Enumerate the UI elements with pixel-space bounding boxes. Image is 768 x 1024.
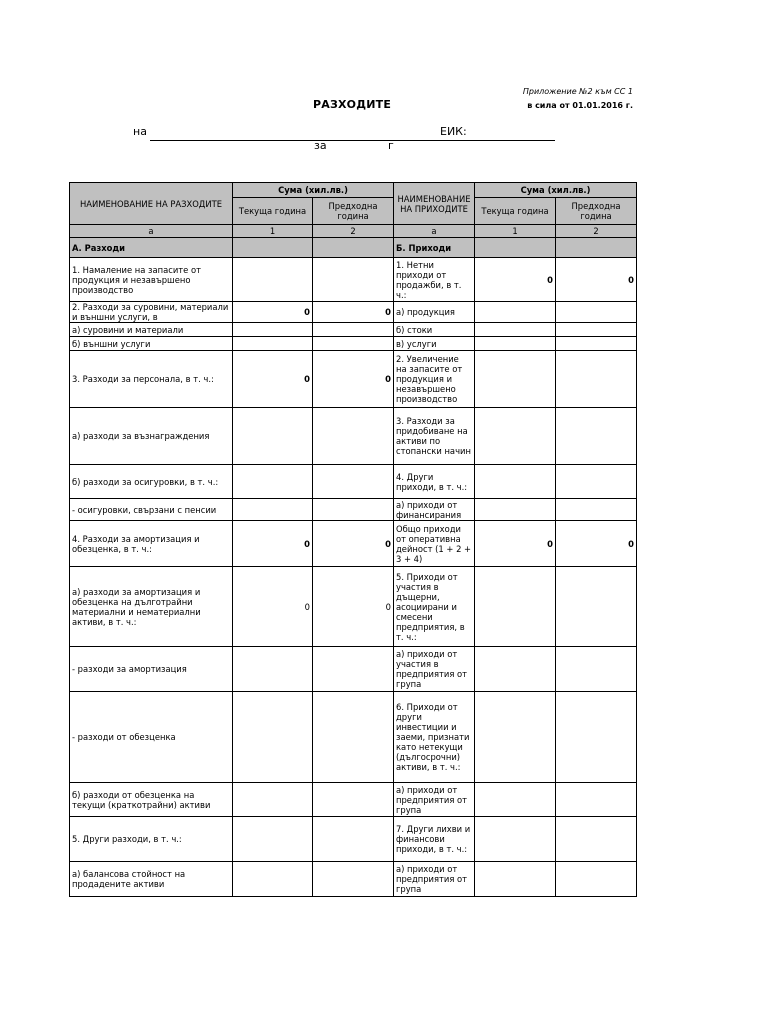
expenses-current-year-header: Текуща година [233, 198, 313, 225]
income-previous-cell[interactable] [556, 337, 637, 351]
income-previous-cell[interactable] [556, 862, 637, 897]
table-row [70, 465, 637, 499]
income-current-cell[interactable]: 0 [475, 258, 556, 302]
expense-current-cell[interactable] [233, 408, 313, 465]
expense-previous-cell[interactable] [313, 647, 394, 692]
expense-name-cell: а) суровини и материали [70, 323, 233, 337]
income-previous-cell[interactable] [556, 351, 637, 408]
eik-line[interactable] [430, 140, 555, 141]
income-name-cell: 3. Разходи за придобиване на активи по стопански начин [394, 408, 475, 465]
expense-name-cell: б) външни услуги [70, 337, 233, 351]
annex-note: Приложение №2 към СС 1 [522, 87, 633, 96]
expense-current-cell[interactable]: 0 [233, 302, 313, 323]
income-previous-cell[interactable] [556, 783, 637, 817]
column-index: 1 [475, 225, 556, 238]
income-current-cell[interactable] [475, 817, 556, 862]
expense-name-cell: 3. Разходи за персонала, в т. ч.: [70, 351, 233, 408]
document-title: РАЗХОДИТЕ [313, 98, 392, 111]
column-index: 2 [556, 225, 637, 238]
expense-previous-cell[interactable] [313, 499, 394, 521]
company-label: на [133, 125, 147, 138]
expense-name-cell: б) разходи за осигуровки, в т. ч.: [70, 465, 233, 499]
expense-previous-cell[interactable] [313, 692, 394, 783]
income-name-cell: 6. Приходи от други инвестиции и заеми, признати като нетекущи (дългосрочни) активи, в т. ч.: [394, 692, 475, 783]
income-previous-cell[interactable] [556, 692, 637, 783]
expense-current-cell[interactable] [233, 647, 313, 692]
expense-previous-cell[interactable] [313, 817, 394, 862]
expense-name-cell: 1. Намаление на запасите от продукция и незавършено производство [70, 258, 233, 302]
expense-previous-cell[interactable]: 0 [313, 567, 394, 647]
table-row [70, 521, 637, 567]
expenses-income-table [69, 182, 637, 897]
expenses-previous-year-header: Предходна година [313, 198, 394, 225]
income-current-cell[interactable] [475, 465, 556, 499]
effective-date: в сила от 01.01.2016 г. [527, 101, 633, 110]
income-name-cell: б) стоки [394, 323, 475, 337]
income-current-cell[interactable] [475, 647, 556, 692]
income-current-year-header: Текуща година [475, 198, 556, 225]
expense-current-cell[interactable] [233, 817, 313, 862]
year-label: г [388, 139, 394, 152]
section-cell [475, 238, 556, 258]
column-index: 2 [313, 225, 394, 238]
table-row [70, 258, 637, 302]
table-row [70, 783, 637, 817]
table-row [70, 817, 637, 862]
section-cell [313, 238, 394, 258]
income-name-cell: 7. Други лихви и финансови приходи, в т. ч.: [394, 817, 475, 862]
column-index: а [70, 225, 233, 238]
income-current-cell[interactable] [475, 567, 556, 647]
table-row [70, 302, 637, 323]
expense-previous-cell[interactable] [313, 783, 394, 817]
expense-current-cell[interactable] [233, 323, 313, 337]
table-row [70, 408, 637, 465]
expense-current-cell[interactable]: 0 [233, 351, 313, 408]
expense-current-cell[interactable] [233, 499, 313, 521]
income-name-cell: а) приходи от финансирания [394, 499, 475, 521]
expense-previous-cell[interactable] [313, 258, 394, 302]
expense-previous-cell[interactable] [313, 465, 394, 499]
income-previous-cell[interactable] [556, 499, 637, 521]
expenses-sum-header: Сума (хил.лв.) [233, 183, 394, 198]
income-name-cell: 1. Нетни приходи от продажби, в т. ч.: [394, 258, 475, 302]
income-previous-cell[interactable] [556, 817, 637, 862]
expenses-name-header: НАИМЕНОВАНИЕ НА РАЗХОДИТЕ [70, 183, 233, 225]
income-name-header: НАИМЕНОВАНИЕ НА ПРИХОДИТЕ [394, 183, 475, 225]
section-cell [556, 238, 637, 258]
expense-previous-cell[interactable]: 0 [313, 351, 394, 408]
income-previous-year-header: Предходна година [556, 198, 637, 225]
expense-current-cell[interactable] [233, 862, 313, 897]
table-row [70, 499, 637, 521]
expense-current-cell[interactable]: 0 [233, 521, 313, 567]
expense-name-cell: а) балансова стойност на продадените активи [70, 862, 233, 897]
income-name-cell: 4. Други приходи, в т. ч.: [394, 465, 475, 499]
expense-previous-cell[interactable] [313, 408, 394, 465]
income-name-cell: а) приходи от предприятия от група [394, 862, 475, 897]
income-name-cell: а) продукция [394, 302, 475, 323]
income-previous-cell[interactable] [556, 302, 637, 323]
income-current-cell[interactable] [475, 783, 556, 817]
income-previous-cell[interactable]: 0 [556, 258, 637, 302]
income-previous-cell[interactable] [556, 567, 637, 647]
expense-name-cell: - разходи от обезценка [70, 692, 233, 783]
column-index: 1 [233, 225, 313, 238]
income-name-cell: 2. Увеличение на запасите от продукция и незавършено производство [394, 351, 475, 408]
expense-name-cell: 2. Разходи за суровини, материали и външни услуги, в [70, 302, 233, 323]
income-current-cell[interactable] [475, 302, 556, 323]
eik-label: ЕИК: [440, 125, 467, 138]
expenses-section-header: А. Разходи [70, 238, 233, 258]
income-name-cell: а) приходи от предприятия от група [394, 783, 475, 817]
expense-name-cell: - разходи за амортизация [70, 647, 233, 692]
income-current-cell[interactable] [475, 692, 556, 783]
expense-previous-cell[interactable] [313, 337, 394, 351]
income-current-cell[interactable] [475, 337, 556, 351]
income-name-cell: в) услуги [394, 337, 475, 351]
expense-name-cell: б) разходи от обезценка на текущи (краткотрайни) активи [70, 783, 233, 817]
income-sum-header: Сума (хил.лв.) [475, 183, 637, 198]
income-name-cell: Общо приходи от оперативна дейност (1 + 2 + 3 + 4) [394, 521, 475, 567]
expense-current-cell[interactable] [233, 337, 313, 351]
income-section-header: Б. Приходи [394, 238, 475, 258]
table-row [70, 862, 637, 897]
expense-name-cell: 5. Други разходи, в т. ч.: [70, 817, 233, 862]
expense-previous-cell[interactable]: 0 [313, 302, 394, 323]
income-name-cell: а) приходи от участия в предприятия от група [394, 647, 475, 692]
expense-previous-cell[interactable] [313, 862, 394, 897]
expense-current-cell[interactable] [233, 692, 313, 783]
table-row [70, 692, 637, 783]
income-previous-cell[interactable]: 0 [556, 521, 637, 567]
column-index: а [394, 225, 475, 238]
table-row [70, 323, 637, 337]
expense-current-cell[interactable]: 0 [233, 567, 313, 647]
income-previous-cell[interactable] [556, 647, 637, 692]
expense-current-cell[interactable] [233, 258, 313, 302]
income-current-cell[interactable] [475, 323, 556, 337]
table-row [70, 567, 637, 647]
income-previous-cell[interactable] [556, 465, 637, 499]
expense-previous-cell[interactable]: 0 [313, 521, 394, 567]
expense-name-cell: а) разходи за амортизация и обезценка на дълготрайни материални и нематериални активи, в т. ч.: [70, 567, 233, 647]
section-cell [233, 238, 313, 258]
income-current-cell[interactable]: 0 [475, 521, 556, 567]
period-label: за [314, 139, 327, 152]
income-current-cell[interactable] [475, 408, 556, 465]
expense-name-cell: - осигуровки, свързани с пенсии [70, 499, 233, 521]
expense-current-cell[interactable] [233, 465, 313, 499]
income-current-cell[interactable] [475, 499, 556, 521]
table-row [70, 337, 637, 351]
table-row [70, 647, 637, 692]
income-current-cell[interactable] [475, 862, 556, 897]
income-previous-cell[interactable] [556, 323, 637, 337]
expense-previous-cell[interactable] [313, 323, 394, 337]
income-previous-cell[interactable] [556, 408, 637, 465]
income-current-cell[interactable] [475, 351, 556, 408]
expense-name-cell: 4. Разходи за амортизация и обезценка, в т. ч.: [70, 521, 233, 567]
expense-name-cell: а) разходи за възнаграждения [70, 408, 233, 465]
income-name-cell: 5. Приходи от участия в дъщерни, асоциирани и смесени предприятия, в т. ч.: [394, 567, 475, 647]
expense-current-cell[interactable] [233, 783, 313, 817]
table-row [70, 351, 637, 408]
